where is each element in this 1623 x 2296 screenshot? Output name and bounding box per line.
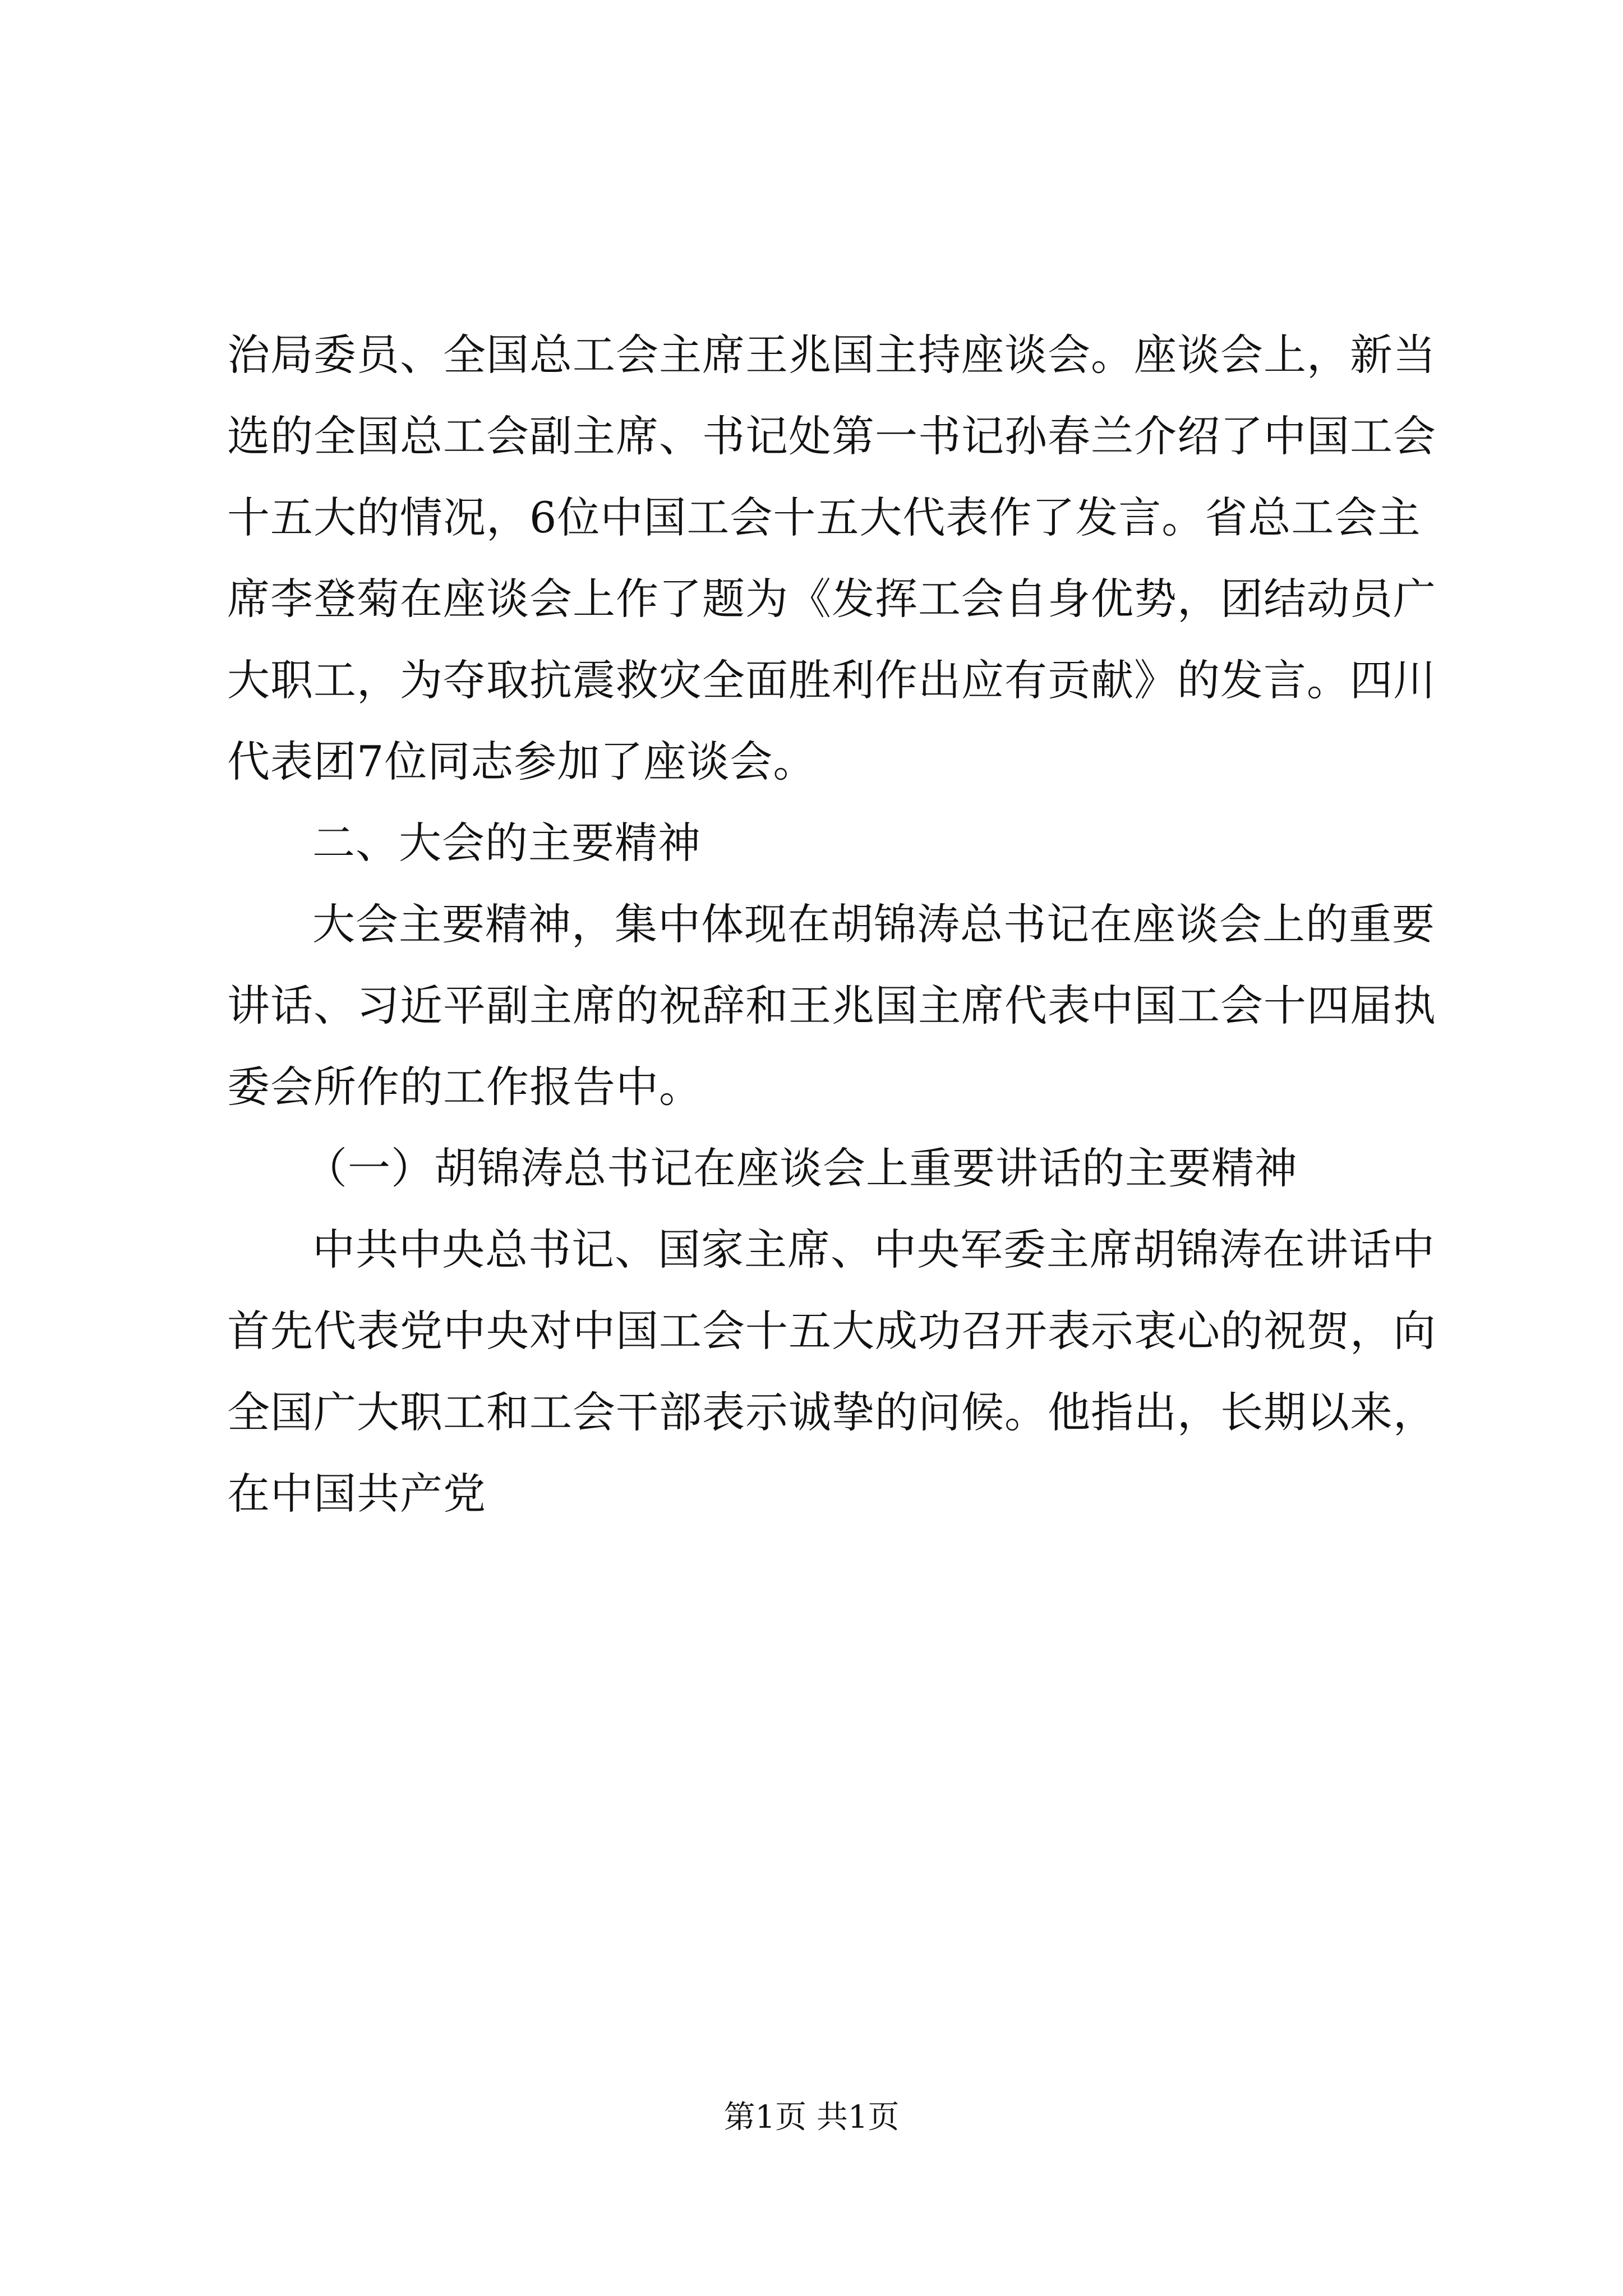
subsection-heading: （一）胡锦涛总书记在座谈会上重要讲话的主要精神 (305, 1143, 1298, 1193)
paragraph-line: 选的全国总工会副主席、书记处第一书记孙春兰介绍了中国工会 (227, 411, 1436, 461)
paragraph-line: 代表团7位同志参加了座谈会。 (227, 737, 817, 786)
paragraph-line: 十五大的情况，6位中国工会十五大代表作了发言。省总工会主 (227, 493, 1421, 542)
page-number-footer: 第1页 共1页 (723, 2099, 900, 2136)
paragraph-line: 大职工，为夺取抗震救灾全面胜利作出应有贡献》的发言。四川 (227, 655, 1436, 705)
paragraph-line: 席李登菊在座谈会上作了题为《发挥工会自身优势，团结动员广 (227, 574, 1436, 624)
paragraph-line: 治局委员、全国总工会主席王兆国主持座谈会。座谈会上，新当 (227, 330, 1436, 380)
paragraph-line: 在中国共产党 (227, 1469, 486, 1519)
paragraph-line: 委会所作的工作报告中。 (227, 1062, 702, 1112)
paragraph-line: 全国广大职工和工会干部表示诚挚的问候。他指出，长期以来， (227, 1387, 1436, 1437)
section-heading: 二、大会的主要精神 (312, 818, 701, 868)
paragraph-line: 中共中央总书记、国家主席、中央军委主席胡锦涛在讲话中 (312, 1225, 1435, 1274)
paragraph-line: 讲话、习近平副主席的祝辞和王兆国主席代表中国工会十四届执 (227, 981, 1436, 1030)
paragraph-line: 首先代表党中央对中国工会十五大成功召开表示衷心的祝贺，向 (227, 1306, 1436, 1356)
paragraph-line: 大会主要精神，集中体现在胡锦涛总书记在座谈会上的重要 (312, 899, 1435, 949)
document-body (227, 314, 1436, 1534)
